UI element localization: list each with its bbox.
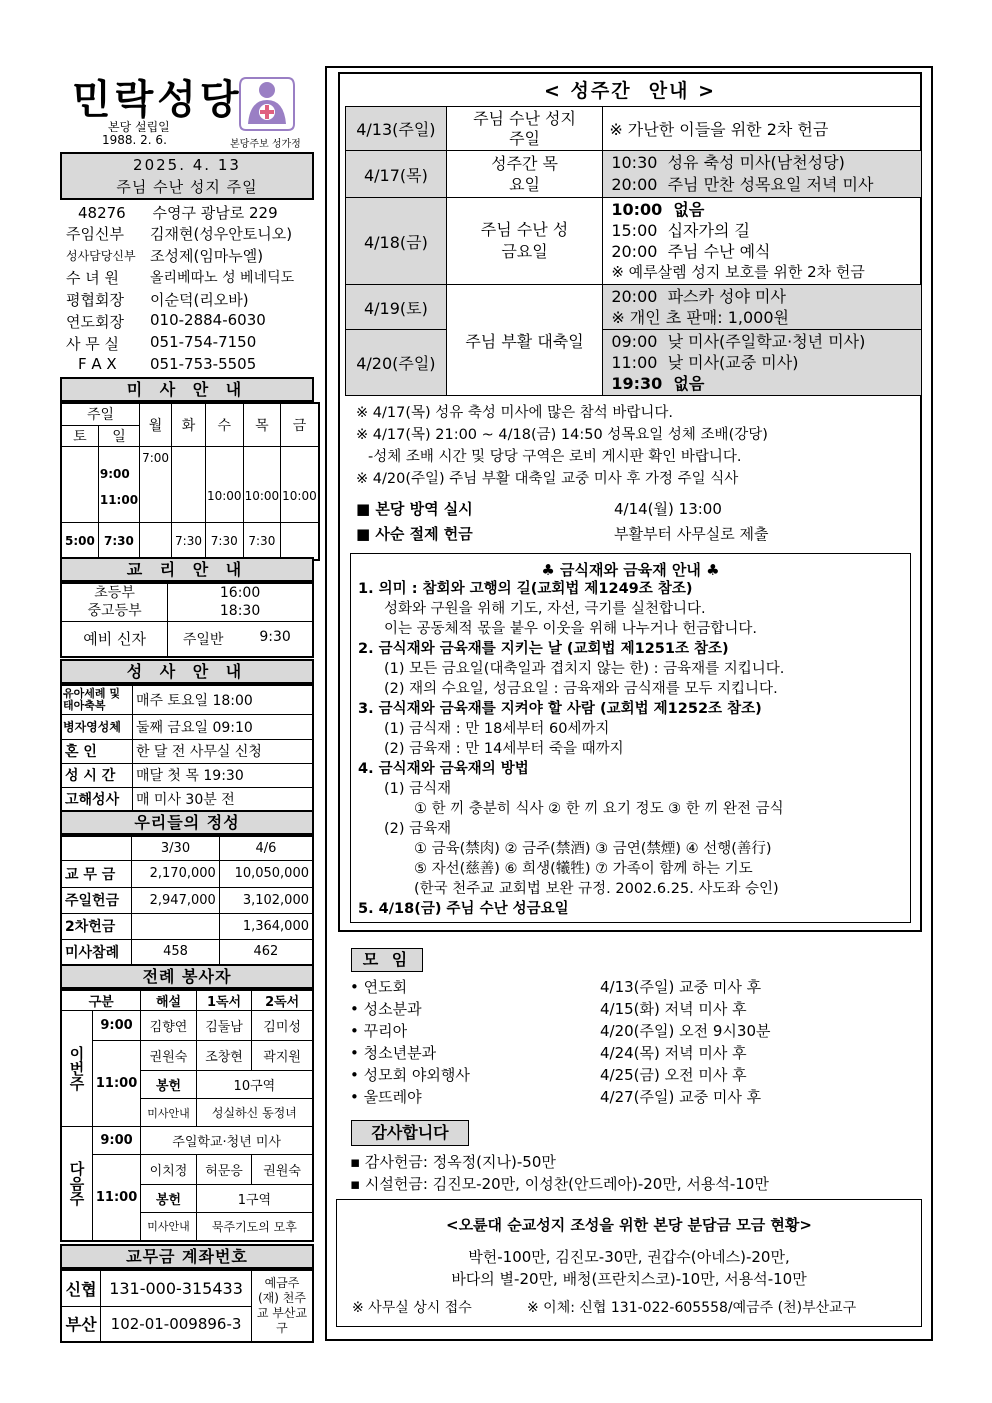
disinfection-label: ■ 본당 방역 실시 bbox=[356, 500, 473, 518]
sacrament-value: 둘째 금요일 09:10 bbox=[132, 714, 313, 739]
sacrament-value: 매주 토요일 18:00 bbox=[132, 685, 313, 714]
parish-title: 민락성당 bbox=[72, 76, 243, 123]
servers-name: 권원숙 bbox=[252, 1155, 313, 1185]
servers-name: 곽지원 bbox=[252, 1041, 313, 1071]
fasting-line: (한국 천주교 교회법 보완 규정. 2002.6.25. 사도좌 승인) bbox=[414, 881, 779, 897]
meeting-row: • 연도회 4/13(주일) 교중 미사 후 bbox=[350, 978, 762, 996]
fasting-title: ♣ 금식재와 금육재 안내 ♣ bbox=[541, 561, 720, 579]
offering-label: 미사참례 bbox=[61, 939, 132, 965]
fasting-line: (2) 재의 수요일, 성금요일 : 금육재와 금식재를 모두 지킵니다. bbox=[384, 681, 778, 697]
sacrament-value: 매달 첫 목 19:30 bbox=[132, 763, 313, 787]
contact-list bbox=[66, 223, 316, 377]
fasting-line: 2. 금식재와 금육재를 지키는 날 (교회법 제1251조 참조) bbox=[358, 641, 729, 657]
mass-sun-11: 11:00 bbox=[99, 493, 139, 507]
fasting-line: (1) 금식재 : 만 18세부터 60세까지 bbox=[384, 721, 610, 737]
fasting-text bbox=[358, 579, 908, 919]
sacrament-label: 성 시 간 bbox=[61, 763, 132, 787]
holy-day-name: 주님 수난 성금요일 bbox=[446, 198, 603, 285]
offering-col2: 4/6 bbox=[219, 836, 313, 860]
offering-label: 2차헌금 bbox=[61, 913, 132, 939]
fasting-line: ① 한 끼 충분히 식사 ② 한 끼 요기 정도 ③ 한 끼 완전 금식 bbox=[414, 801, 784, 817]
holy-day-name: 주님 부활 대축일 bbox=[446, 285, 603, 396]
offering-label: 교 무 금 bbox=[61, 860, 132, 887]
fasting-line: 3. 금식재와 금육재를 지켜야 할 사람 (교회법 제1252조 참조) bbox=[358, 701, 762, 717]
bank-name: 부산 bbox=[61, 1306, 101, 1342]
servers-time: 11:00 bbox=[92, 1041, 140, 1127]
servers-offertory: 10구역 bbox=[196, 1071, 313, 1099]
holy-detail: 10:00 없음 bbox=[611, 200, 705, 219]
servers-guide-label: 미사안내 bbox=[141, 1099, 197, 1127]
mass-day-thu: 목 bbox=[243, 403, 281, 446]
holy-detail: 15:00 십자가의 길 bbox=[611, 221, 750, 240]
holy-detail: 20:00 주님 수난 예식 bbox=[611, 242, 771, 261]
sacrament-label: 고해성사 bbox=[61, 787, 132, 811]
holy-detail: ※ 예루살렘 성지 보호를 위한 2차 헌금 bbox=[611, 263, 865, 281]
fasting-line: ① 금육(禁肉) ② 금주(禁酒) ③ 금연(禁煙) ④ 선행(善行) bbox=[414, 841, 772, 857]
fund-note: ※ 이체: 신협 131-022-605558/예금주 (천)부산교구 bbox=[527, 1300, 857, 1316]
servers-offertory: 1구역 bbox=[196, 1185, 313, 1213]
holy-date: 4/17(목) bbox=[346, 151, 447, 198]
holy-detail: ※ 가난한 이들을 위한 2차 헌금 bbox=[609, 120, 829, 139]
servers-guide: 성실하신 동정녀 bbox=[196, 1099, 313, 1127]
servers-name: 김둘남 bbox=[196, 1011, 252, 1041]
fund-line: 박헌-100만, 김진모-30만, 권갑수(아네스)-20만, bbox=[468, 1248, 790, 1266]
sunday-name: 주님 수난 성지 주일 bbox=[116, 178, 258, 196]
founded-date: 1988. 2. 6. bbox=[102, 133, 167, 147]
fasting-line: (2) 금육재 bbox=[384, 821, 452, 837]
holy-week-title: < 성주간 안내 > bbox=[543, 80, 717, 102]
note-line: ※ 4/17(목) 성유 축성 미사에 많은 참석 바랍니다. bbox=[356, 405, 674, 421]
contact-row: 사 무 실 051-754-7150 bbox=[66, 333, 257, 353]
fasting-line: (1) 모든 금요일(대축일과 겹치지 않는 한) : 금육재를 지킵니다. bbox=[384, 661, 785, 677]
fund-line: 바다의 별-20만, 배청(프란치스코)-10만, 서용석-10만 bbox=[451, 1270, 807, 1288]
fasting-line: (2) 금육재 : 만 14세부터 죽을 때까지 bbox=[384, 741, 624, 757]
offering-value: 10,050,000 bbox=[219, 860, 313, 887]
offering-header: 우리들의 정성 bbox=[60, 810, 314, 835]
sacrament-value: 매 미사 30분 전 bbox=[132, 787, 313, 811]
lent-offering-value: 부활부터 사무실로 제출 bbox=[614, 525, 769, 543]
fasting-line: 성화와 구원을 위해 기도, 자선, 극기를 실천합니다. bbox=[384, 601, 706, 617]
contact-row: 평협회장 이순덕(리오바) bbox=[66, 291, 249, 309]
mass-fri-10: 10:00 bbox=[282, 489, 317, 503]
holy-detail: 10:30 성유 축성 미사(남천성당) bbox=[611, 153, 845, 172]
servers-offertory-label: 봉헌 bbox=[141, 1185, 197, 1213]
meetings-list bbox=[350, 976, 910, 1108]
offering-value: 1,364,000 bbox=[219, 913, 313, 939]
sacrament-value: 한 달 전 사무실 신청 bbox=[132, 739, 313, 763]
sacrament-label: 혼 인 bbox=[61, 739, 132, 763]
disinfection-value: 4/14(월) 13:00 bbox=[614, 500, 722, 518]
note-line: ※ 4/17(목) 21:00 ~ 4/18(금) 14:50 성목요일 성체 조배(강당) bbox=[356, 427, 768, 443]
doctrine-catechumen: 예비 신자 bbox=[61, 621, 168, 657]
holy-family-logo bbox=[236, 74, 298, 132]
holy-detail: 20:00 파스카 성야 미사 bbox=[611, 287, 786, 306]
address-line bbox=[78, 202, 278, 223]
doctrine-elem-time: 16:00 bbox=[219, 585, 261, 602]
mass-sun-label: 일 bbox=[98, 425, 139, 446]
servers-offertory-label: 봉헌 bbox=[141, 1071, 197, 1099]
fasting-line: 이는 공동체적 몫을 붙우 이웃을 위해 나누거나 헌금합니다. bbox=[384, 621, 758, 637]
fasting-line: 1. 의미 : 참회와 고행의 길(교회법 제1249조 참조) bbox=[358, 581, 693, 597]
offering-value: 3,102,000 bbox=[219, 887, 313, 913]
offering-value: 2,947,000 bbox=[132, 887, 220, 913]
holy-detail: 19:30 없음 bbox=[611, 374, 705, 393]
meeting-row: • 성모회 야외행사 4/25(금) 오전 미사 후 bbox=[350, 1066, 747, 1084]
address-street: 수영구 광남로 229 bbox=[152, 204, 278, 222]
bank-holder: 예금주 (재) 천주교 부산교구 bbox=[251, 1270, 313, 1342]
holy-week-notes bbox=[356, 402, 916, 490]
mass-day-fri: 금 bbox=[281, 403, 319, 446]
doctrine-catechumen-time: 9:30 bbox=[259, 628, 291, 645]
bank-table bbox=[60, 1269, 314, 1343]
bank-header: 교무금 계좌번호 bbox=[60, 1244, 314, 1269]
thanks-line: ▪ 감사헌금: 정옥정(지나)-50만 bbox=[350, 1153, 556, 1171]
mass-sunday-label: 주일 bbox=[61, 403, 140, 425]
address-zip: 48276 bbox=[78, 204, 126, 222]
mass-table bbox=[60, 402, 320, 561]
servers-time: 9:00 bbox=[92, 1127, 140, 1155]
mass-mon-7: 7:00 bbox=[142, 450, 170, 465]
note-line: -성체 조배 시간 및 당당 구역은 로비 게시판 확인 바랍니다. bbox=[368, 449, 742, 465]
bank-name: 신협 bbox=[61, 1270, 101, 1306]
mass-sat-time: 5:00 bbox=[61, 522, 98, 560]
mass-sun-9: 9:00 bbox=[99, 467, 130, 481]
bank-account: 131-000-315433 bbox=[101, 1270, 252, 1306]
meeting-row: • 울뜨레야 4/27(주일) 교중 미사 후 bbox=[350, 1088, 762, 1106]
servers-header: 전례 봉사자 bbox=[60, 964, 314, 989]
mass-sat-label: 토 bbox=[61, 425, 98, 446]
mass-thu-730: 7:30 bbox=[243, 522, 281, 560]
servers-col-second: 2독서 bbox=[252, 990, 313, 1011]
servers-time: 11:00 bbox=[92, 1155, 140, 1241]
fund-note: ※ 사무실 상시 접수 bbox=[352, 1300, 472, 1316]
offering-col1: 3/30 bbox=[132, 836, 220, 860]
holy-date: 4/19(토) bbox=[346, 285, 447, 330]
meeting-row: • 꾸리아 4/20(주일) 오전 9시30분 bbox=[350, 1022, 771, 1040]
fasting-line: ⑤ 자선(慈善) ⑥ 희생(犧牲) ⑦ 가족이 함께 하는 기도 bbox=[414, 861, 753, 877]
contact-row: 수 녀 원 올리베따노 성 베네딕도 bbox=[66, 269, 295, 287]
doctrine-elem: 초등부 bbox=[94, 585, 135, 602]
holy-date: 4/18(금) bbox=[346, 198, 447, 285]
servers-name: 김향연 bbox=[141, 1011, 197, 1041]
servers-name: 김미성 bbox=[252, 1011, 313, 1041]
mass-thu-10: 10:00 bbox=[244, 489, 280, 503]
servers-table bbox=[60, 989, 314, 1242]
logo-caption: 본당주보 성가정 bbox=[230, 139, 301, 150]
fasting-line: 5. 4/18(금) 주님 수난 성금요일 bbox=[358, 901, 569, 917]
offering-value bbox=[132, 913, 220, 939]
bulletin-date: 2025. 4. 13 bbox=[133, 156, 241, 174]
servers-guide-label: 미사안내 bbox=[141, 1213, 197, 1241]
servers-name: 이치정 bbox=[141, 1155, 197, 1185]
contact-row: 연도회장 010-2884-6030 bbox=[66, 311, 266, 331]
meeting-row: • 성소분과 4/15(화) 저녁 미사 후 bbox=[350, 1000, 747, 1018]
holy-detail: ※ 개인 초 판매: 1,000원 bbox=[611, 308, 789, 327]
contact-row: 성사담당신부 조성제(임마누엘) bbox=[66, 247, 264, 265]
mass-wed-730: 7:30 bbox=[205, 522, 243, 560]
fund-title: <오륜대 순교성지 조성을 위한 본당 분담금 모금 현황> bbox=[446, 1216, 812, 1234]
servers-col-category: 구분 bbox=[61, 990, 141, 1011]
servers-name: 허문응 bbox=[196, 1155, 252, 1185]
sacrament-label: 유아세례 및 태아축복 bbox=[61, 685, 132, 714]
holy-day-name: 성주간 목요일 bbox=[446, 151, 603, 198]
note-line: ※ 4/20(주일) 주님 부활 대축일 교중 미사 후 가정 주일 식사 bbox=[356, 471, 739, 487]
mass-day-mon: 월 bbox=[140, 403, 172, 446]
sacrament-table bbox=[60, 684, 314, 812]
lent-offering-label: ■ 사순 절제 헌금 bbox=[356, 525, 473, 543]
mass-sun-730: 7:30 bbox=[98, 522, 139, 560]
mass-wed-10: 10:00 bbox=[206, 489, 242, 503]
thanks-header: 감사합니다 bbox=[351, 1120, 469, 1146]
doctrine-catechumen-day: 주일반 bbox=[182, 631, 224, 648]
doctrine-mid: 중고등부 bbox=[87, 603, 142, 620]
holy-date: 4/20(주일) bbox=[346, 330, 447, 396]
holy-week-table bbox=[345, 106, 922, 396]
servers-guide: 묵주기도의 모후 bbox=[196, 1213, 313, 1241]
mass-day-tue: 화 bbox=[172, 403, 206, 446]
servers-col-commentary: 해설 bbox=[141, 990, 197, 1011]
holy-detail: 09:00 낮 미사(주일학교·청년 미사) bbox=[611, 332, 866, 351]
offering-table bbox=[60, 835, 314, 966]
offering-label: 주일헌금 bbox=[61, 887, 132, 913]
doctrine-table bbox=[60, 582, 314, 658]
meetings-header: 모 임 bbox=[351, 948, 423, 972]
holy-date: 4/13(주일) bbox=[346, 107, 447, 151]
servers-name: 권원숙 bbox=[141, 1041, 197, 1071]
thanks-line: ▪ 시설헌금: 김진모-20만, 이성찬(안드레아)-20만, 서용석-10만 bbox=[350, 1175, 769, 1193]
offering-value: 458 bbox=[132, 939, 220, 965]
bank-account: 102-01-009896-3 bbox=[101, 1306, 252, 1342]
fasting-line: 4. 금식재와 금육재의 방법 bbox=[358, 761, 529, 777]
servers-col-first: 1독서 bbox=[196, 990, 252, 1011]
servers-time: 9:00 bbox=[92, 1011, 140, 1041]
sacrament-header: 성 사 안 내 bbox=[60, 659, 314, 684]
doctrine-mid-time: 18:30 bbox=[219, 603, 261, 620]
founded-label: 본당 설립일 bbox=[108, 120, 170, 134]
mass-header: 미 사 안 내 bbox=[60, 377, 314, 402]
holy-day-name: 주님 수난 성지 주일 bbox=[446, 107, 603, 151]
sacrament-label: 병자영성체 bbox=[61, 714, 132, 739]
holy-detail: 11:00 낮 미사(교중 미사) bbox=[611, 353, 799, 372]
contact-row: 주임신부 김재현(성우안토니오) bbox=[66, 225, 293, 243]
offering-value: 462 bbox=[219, 939, 313, 965]
offering-value: 2,170,000 bbox=[132, 860, 220, 887]
doctrine-header: 교 리 안 내 bbox=[60, 557, 314, 582]
servers-name: 조창현 bbox=[196, 1041, 252, 1071]
meeting-row: • 청소년분과 4/24(목) 저녁 미사 후 bbox=[350, 1044, 747, 1062]
mass-tue-730: 7:30 bbox=[172, 522, 206, 560]
contact-row: F A X 051-753-5505 bbox=[78, 355, 257, 373]
servers-this-week: 이번주 bbox=[61, 1011, 92, 1127]
fasting-line: (1) 금식재 bbox=[384, 781, 452, 797]
date-box bbox=[60, 152, 314, 200]
servers-youth-mass: 주일학교·청년 미사 bbox=[141, 1127, 313, 1155]
servers-next-week: 다음주 bbox=[61, 1127, 92, 1241]
mass-day-wed: 수 bbox=[205, 403, 243, 446]
holy-detail: 20:00 주님 만찬 성목요일 저녁 미사 bbox=[611, 175, 874, 194]
